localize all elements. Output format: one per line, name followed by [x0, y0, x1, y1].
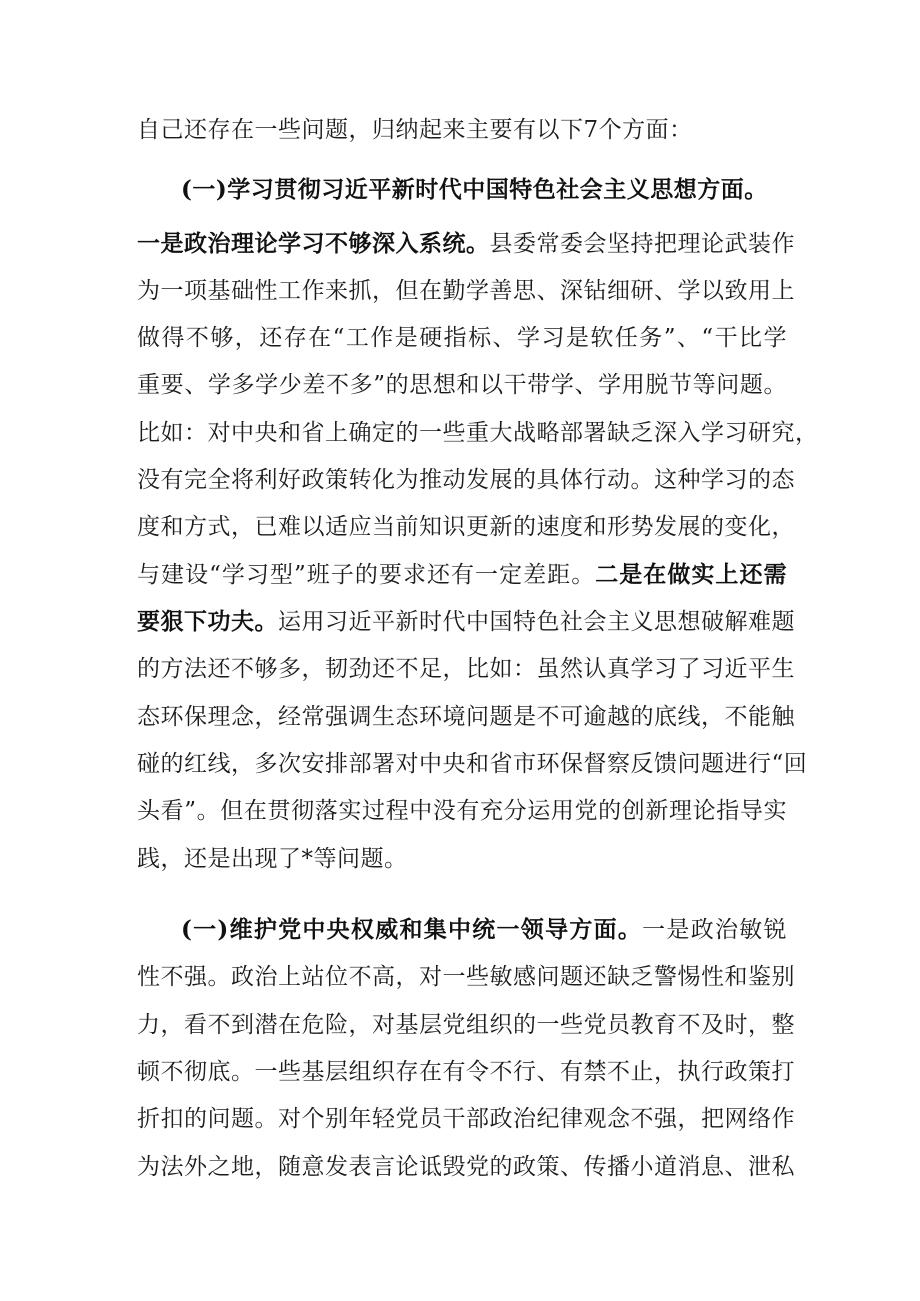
- section1-line: [137, 460, 795, 500]
- section1-line: [137, 507, 795, 547]
- intro-text: 自己还存在一些问题，归纳起来主要有以下7个方面：: [137, 117, 693, 143]
- paragraph-text: 比如：对中央和省上确定的一些重大战略部署缺乏深入学习研究，: [137, 420, 819, 446]
- paragraph-text: 头看”。但在贯彻落实过程中没有充分运用党的创新理论指导实: [137, 798, 787, 824]
- section1-line: [137, 697, 795, 737]
- section1-line: [137, 649, 795, 689]
- point2-title: 二是在做实上还需: [595, 561, 787, 588]
- paragraph-text: 运用习近平新时代中国特色社会主义思想破解难题: [278, 609, 795, 635]
- paragraph-text: 一是政治敏锐: [642, 917, 788, 943]
- paragraph-text: 碰的红线，多次安排部署对中央和省市环保督察反馈问题进行“回: [137, 751, 808, 777]
- section2-line: [137, 1005, 795, 1045]
- point2-title: 要狠下功夫。: [137, 608, 278, 635]
- section1-line: [137, 839, 787, 879]
- section1-line: [137, 413, 819, 453]
- section1-heading-line: [181, 170, 787, 210]
- paragraph-text: 做得不够，还存在“工作是硬指标、学习是软任务”、“干比学: [137, 325, 787, 351]
- paragraph-text: 的方法还不够多，韧劲还不足，比如：虽然认真学习了习近平生: [137, 656, 795, 682]
- section1-line: [137, 318, 787, 358]
- section2-line: [137, 1099, 795, 1139]
- paragraph-text: 重要、学多学少差不多”的思想和以干带学、学用脱节等问题。: [137, 372, 787, 398]
- section2-line: [137, 1052, 795, 1092]
- section1-line: [137, 555, 787, 595]
- section2-heading: (一)维护党中央权威和集中统一领导方面。: [181, 916, 643, 943]
- paragraph-text: 没有完全将利好政策转化为推动发展的具体行动。这种学习的态: [137, 467, 795, 493]
- section1-heading: (一)学习贯彻习近平新时代中国特色社会主义思想方面。: [181, 176, 768, 203]
- section1-line: [137, 365, 787, 405]
- paragraph-text: 县委常委会坚持把理论武装作: [489, 231, 795, 257]
- paragraph-text: 为一项基础性工作来抓，但在勤学善思、深钻细研、学以致用上: [137, 278, 795, 304]
- section1-line: [137, 791, 787, 831]
- paragraph-text: 度和方式，已难以适应当前知识更新的速度和形势发展的变化，: [137, 514, 795, 540]
- section1-line: [137, 271, 795, 311]
- paragraph-text: 顿不彻底。一些基层组织存在有令不行、有禁不止，执行政策打: [137, 1059, 795, 1085]
- paragraph-text: 践，还是出现了*等问题。: [137, 846, 408, 872]
- section2-line: [137, 1147, 795, 1187]
- section2-line: [137, 957, 795, 997]
- paragraph-text: 与建设“学习型”班子的要求还有一定差距。: [137, 562, 596, 588]
- point1-title: 一是政治理论学习不够深入系统。: [137, 230, 490, 257]
- paragraph-text: 力，看不到潜在危险，对基层党组织的一些党员教育不及时，整: [137, 1012, 795, 1038]
- intro-line: [137, 110, 787, 150]
- section2-heading-line: [181, 910, 787, 950]
- paragraph-text: 折扣的问题。对个别年轻党员干部政治纪律观念不强，把网络作: [137, 1106, 795, 1132]
- section1-line: [137, 744, 808, 784]
- paragraph-text: 为法外之地，随意发表言论诋毁党的政策、传播小道消息、泄私: [137, 1154, 795, 1180]
- section1-line: [137, 602, 795, 642]
- paragraph-text: 性不强。政治上站位不高，对一些敏感问题还缺乏警惕性和鉴别: [137, 964, 795, 990]
- paragraph-text: 态环保理念，经常强调生态环境问题是不可逾越的底线，不能触: [137, 704, 795, 730]
- section1-line: [137, 224, 795, 264]
